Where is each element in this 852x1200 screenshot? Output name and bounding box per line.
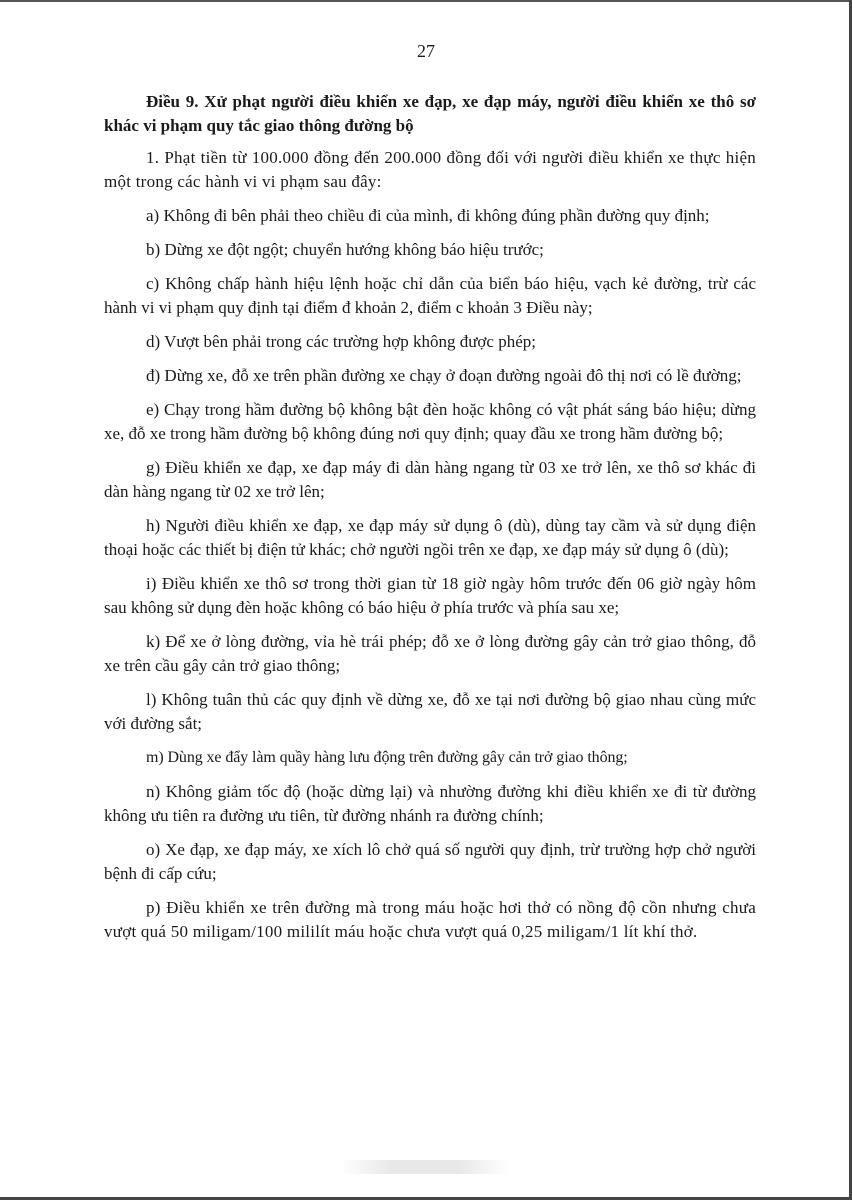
clause-1: 1. Phạt tiền từ 100.000 đồng đến 200.000 đồng đối với người điều khiển xe thực hiện một trong các hành vi vi phạm sau đây: xyxy=(104,148,756,191)
point-k: k) Để xe ở lòng đường, vỉa hè trái phép; đỗ xe ở lòng đường gây cản trở giao thông, đỗ xe trên cầu gây cản trở giao thông; xyxy=(104,632,756,675)
point-g: g) Điều khiển xe đạp, xe đạp máy đi dàn hàng ngang từ 03 xe trở lên, xe thô sơ khác đi dàn hàng ngang từ 02 xe trở lên; xyxy=(104,458,756,501)
point-i: i) Điều khiển xe thô sơ trong thời gian từ 18 giờ ngày hôm trước đến 06 giờ ngày hôm sau không sử dụng đèn hoặc không có báo hiệu ở phía trước và phía sau xe; xyxy=(104,574,756,617)
page-number: 27 xyxy=(417,41,435,61)
point-e: e) Chạy trong hầm đường bộ không bật đèn hoặc không có vật phát sáng báo hiệu; dừng xe, đỗ xe trong hầm đường bộ không đúng nơi quy định; quay đầu xe trong hầm đường bộ; xyxy=(104,400,756,443)
point-m: m) Dùng xe đẩy làm quầy hàng lưu động trên đường gây cản trở giao thông; xyxy=(146,749,628,766)
article-heading: Điều 9. Xử phạt người điều khiển xe đạp, xe đạp máy, người điều khiển xe thô sơ khác vi phạm quy tắc giao thông đường bộ xyxy=(104,92,756,135)
point-d: d) Vượt bên phải trong các trường hợp không được phép; xyxy=(146,332,536,351)
point-p: p) Điều khiển xe trên đường mà trong máu hoặc hơi thở có nồng độ cồn nhưng chưa vượt quá 50 miligam/100 mililít máu hoặc chưa vượt quá 0,25 miligam/1 lít khí thở. xyxy=(104,898,756,941)
point-c: c) Không chấp hành hiệu lệnh hoặc chỉ dẫn của biển báo hiệu, vạch kẻ đường, trừ các hành vi vi phạm quy định tại điểm đ khoản 2, điểm c khoản 3 Điều này; xyxy=(104,274,756,317)
point-n: n) Không giảm tốc độ (hoặc dừng lại) và nhường đường khi điều khiển xe đi từ đường không ưu tiên ra đường ưu tiên, từ đường nhánh ra đường chính; xyxy=(104,782,756,825)
point-o: o) Xe đạp, xe đạp máy, xe xích lô chở quá số người quy định, trừ trường hợp chở người bệnh đi cấp cứu; xyxy=(104,840,756,883)
page-border-top xyxy=(0,0,852,2)
scan-smudge xyxy=(340,1160,510,1174)
point-h: h) Người điều khiển xe đạp, xe đạp máy sử dụng ô (dù), dùng tay cầm và sử dụng điện thoại hoặc các thiết bị điện tử khác; chở người ngồi trên xe đạp, xe đạp máy sử dụng ô (dù); xyxy=(104,516,756,559)
point-l: l) Không tuân thủ các quy định về dừng xe, đỗ xe tại nơi đường bộ giao nhau cùng mức với đường sắt; xyxy=(104,690,756,733)
document-body xyxy=(104,90,756,954)
point-dd: đ) Dừng xe, đỗ xe trên phần đường xe chạy ở đoạn đường ngoài đô thị nơi có lề đường; xyxy=(146,366,742,385)
point-a: a) Không đi bên phải theo chiều đi của mình, đi không đúng phần đường quy định; xyxy=(146,206,710,225)
point-b: b) Dừng xe đột ngột; chuyển hướng không báo hiệu trước; xyxy=(146,240,544,259)
